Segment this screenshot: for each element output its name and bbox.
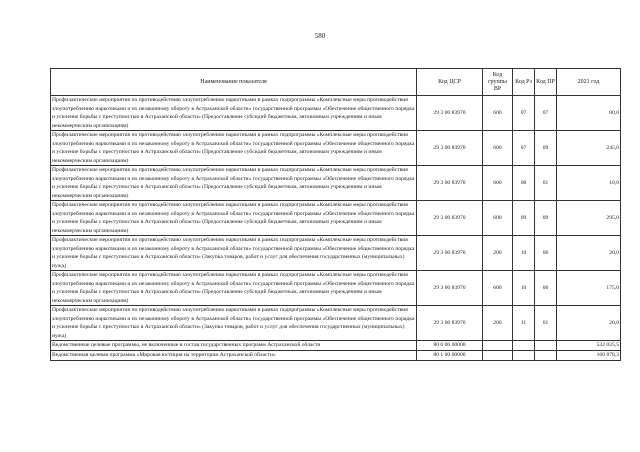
- row-pr: 09: [535, 131, 557, 166]
- row-csr: 29 3 00 83970: [417, 236, 483, 271]
- table-row: [51, 236, 621, 271]
- row-csr: 29 3 00 83970: [417, 271, 483, 306]
- row-vr: 600: [483, 271, 513, 306]
- row-pr: 06: [535, 236, 557, 271]
- program-rz-empty: [513, 351, 535, 361]
- row-name: Профилактические мероприятия по противодействию злоупотреблению наркотиками в рамках подпрограммы «Комплексные меры противодействия злоупотреблению наркотиками и их незаконному обороту в Астраханской области» государственной программы «Обеспечение общественного порядка и усиление борьбы с преступностью в Астраханской области» (Закупка товаров, работ и услуг для обеспечения государственных (муниципальных) нужд): [51, 236, 417, 271]
- row-rz: 08: [513, 166, 535, 201]
- program-row: [51, 351, 621, 361]
- table-row: [51, 201, 621, 236]
- row-rz: 07: [513, 131, 535, 166]
- header-pr: Код ПР: [535, 69, 557, 96]
- table-row: [51, 306, 621, 341]
- row-rz: 07: [513, 96, 535, 131]
- table-row: [51, 166, 621, 201]
- table-header-row: [51, 69, 621, 96]
- program-vr-empty: [483, 351, 513, 361]
- row-amount: 295,0: [557, 201, 621, 236]
- row-csr: 29 3 00 83970: [417, 96, 483, 131]
- table-row: [51, 131, 621, 166]
- row-amount: 245,0: [557, 131, 621, 166]
- row-vr: 600: [483, 166, 513, 201]
- program-amount: 160 878,3: [557, 351, 621, 361]
- row-pr: 01: [535, 306, 557, 341]
- row-amount: 20,0: [557, 236, 621, 271]
- budget-table: [50, 68, 621, 361]
- row-pr: 09: [535, 201, 557, 236]
- table-row: [51, 96, 621, 131]
- header-name: Наименование показателя: [51, 69, 417, 96]
- row-amount: 175,0: [557, 271, 621, 306]
- row-rz: 11: [513, 306, 535, 341]
- row-csr: 29 3 00 83970: [417, 166, 483, 201]
- program-name: Ведомственные целевые программы, не включенные в состав государственных программ Астраханской области: [51, 341, 417, 351]
- program-amount: 532 025,5: [557, 341, 621, 351]
- row-name: Профилактические мероприятия по противодействию злоупотреблению наркотиками в рамках подпрограммы «Комплексные меры противодействия злоупотреблению наркотиками и их незаконному обороту в Астраханской области» государственной программы «Обеспечение общественного порядка и усиление борьбы с преступностью в Астраханской области» (Предоставление субсидий бюджетным, автономным учреждениям и иным некоммерческим организациям): [51, 131, 417, 166]
- row-name: Профилактические мероприятия по противодействию злоупотреблению наркотиками в рамках подпрограммы «Комплексные меры противодействия злоупотреблению наркотиками и их незаконному обороту в Астраханской области» государственной программы «Обеспечение общественного порядка и усиление борьбы с преступностью в Астраханской области» (Предоставление субсидий бюджетным, автономным учреждениям и иным некоммерческим организациям): [51, 96, 417, 131]
- row-vr: 200: [483, 306, 513, 341]
- row-csr: 29 3 00 83970: [417, 306, 483, 341]
- program-pr-empty: [535, 341, 557, 351]
- header-year: 2021 год: [557, 69, 621, 96]
- header-rz: Код Рз: [513, 69, 535, 96]
- row-name: Профилактические мероприятия по противодействию злоупотреблению наркотиками в рамках подпрограммы «Комплексные меры противодействия злоупотреблению наркотиками и их незаконному обороту в Астраханской области» государственной программы «Обеспечение общественного порядка и усиление борьбы с преступностью в Астраханской области» (Предоставление субсидий бюджетным, автономным учреждениям и иным некоммерческим организациям): [51, 201, 417, 236]
- row-vr: 600: [483, 201, 513, 236]
- row-amount: 80,0: [557, 96, 621, 131]
- program-name: Ведомственная целевая программа «Мировая юстиция на территории Астраханской области»: [51, 351, 417, 361]
- program-pr-empty: [535, 351, 557, 361]
- program-vr-empty: [483, 341, 513, 351]
- row-name: Профилактические мероприятия по противодействию злоупотреблению наркотиками в рамках подпрограммы «Комплексные меры противодействия злоупотреблению наркотиками и их незаконному обороту в Астраханской области» государственной программы «Обеспечение общественного порядка и усиление борьбы с преступностью в Астраханской области» (Закупка товаров, работ и услуг для обеспечения государственных (муниципальных) нужд): [51, 306, 417, 341]
- row-name: Профилактические мероприятия по противодействию злоупотреблению наркотиками в рамках подпрограммы «Комплексные меры противодействия злоупотреблению наркотиками и их незаконному обороту в Астраханской области» государственной программы «Обеспечение общественного порядка и усиление борьбы с преступностью в Астраханской области» (Предоставление субсидий бюджетным, автономным учреждениям и иным некоммерческим организациям): [51, 166, 417, 201]
- row-pr: 06: [535, 271, 557, 306]
- program-row: [51, 341, 621, 351]
- row-rz: 10: [513, 271, 535, 306]
- row-amount: 10,0: [557, 166, 621, 201]
- row-rz: 10: [513, 236, 535, 271]
- row-vr: 200: [483, 236, 513, 271]
- row-csr: 29 3 00 83970: [417, 131, 483, 166]
- row-pr: 01: [535, 166, 557, 201]
- row-vr: 600: [483, 131, 513, 166]
- row-name: Профилактические мероприятия по противодействию злоупотреблению наркотиками в рамках подпрограммы «Комплексные меры противодействия злоупотреблению наркотиками и их незаконному обороту в Астраханской области» государственной программы «Обеспечение общественного порядка и усиление борьбы с преступностью в Астраханской области» (Предоставление субсидий бюджетным, автономным учреждениям и иным некоммерческим организациям): [51, 271, 417, 306]
- row-csr: 29 3 00 83970: [417, 201, 483, 236]
- program-rz-empty: [513, 341, 535, 351]
- program-csr: 80 1 00 00000: [417, 351, 483, 361]
- page-number: 580: [314, 32, 326, 40]
- row-rz: 09: [513, 201, 535, 236]
- header-vr: Код группы ВР: [483, 69, 513, 96]
- header-csr: Код ЦСР: [417, 69, 483, 96]
- row-vr: 600: [483, 96, 513, 131]
- row-pr: 07: [535, 96, 557, 131]
- program-csr: 80 0 00 00000: [417, 341, 483, 351]
- table-row: [51, 271, 621, 306]
- row-amount: 20,0: [557, 306, 621, 341]
